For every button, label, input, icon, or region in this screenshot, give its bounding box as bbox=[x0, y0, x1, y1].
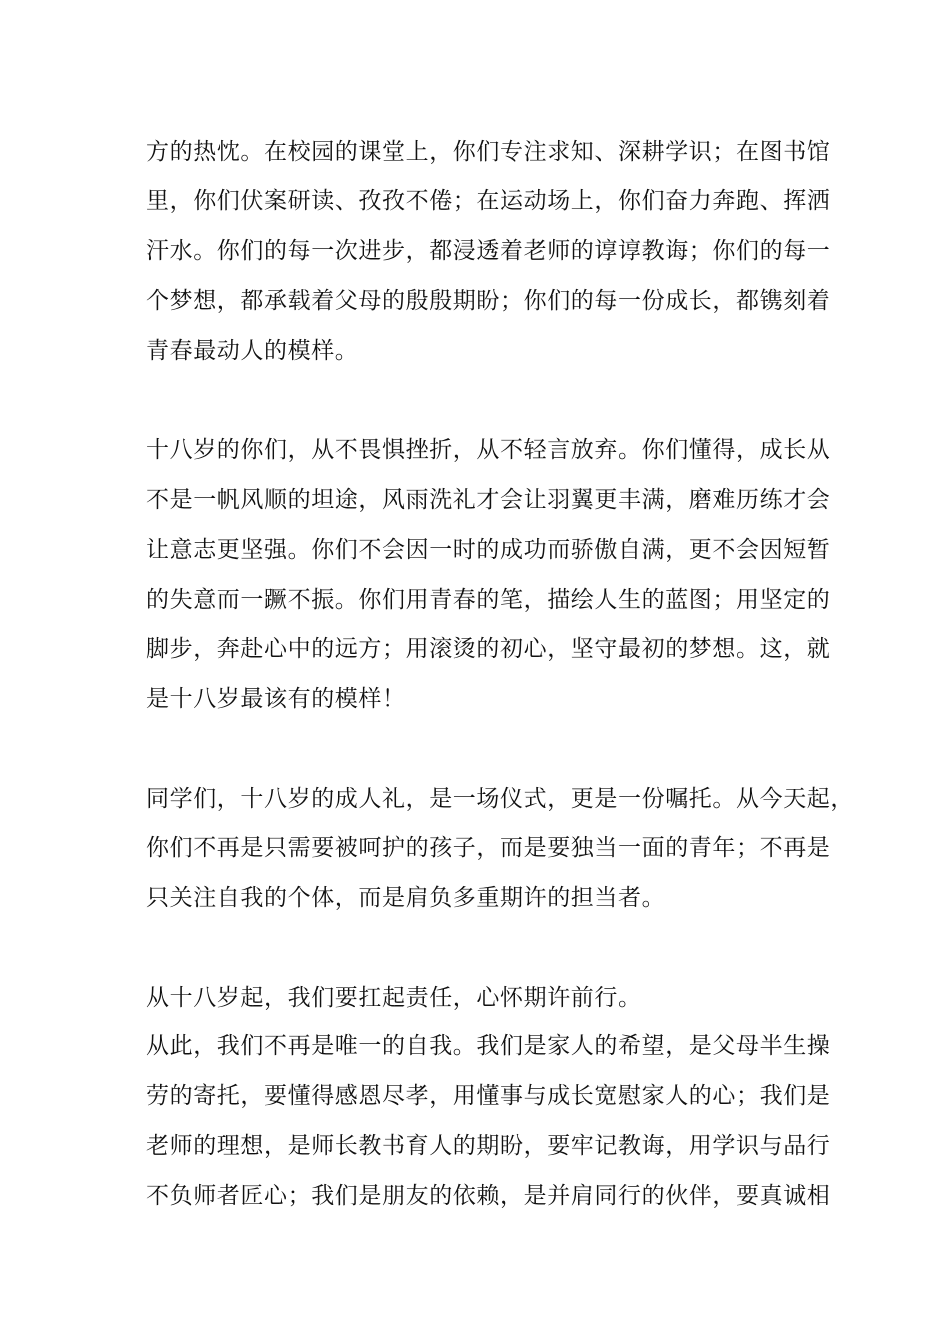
text-line: 青春最动人的模样。 bbox=[146, 338, 359, 364]
text-line: 同学们，十八岁的成人礼，是一场仪式，更是一份嘱托。从今天起， bbox=[146, 786, 854, 812]
text-line: 不负师者匠心；我们是朋友的依赖，是并肩同行的伙伴，要真诚相 bbox=[146, 1183, 831, 1209]
text-line: 从十八岁起，我们要扛起责任，心怀期许前行。 bbox=[146, 985, 642, 1011]
text-line: 汗水。你们的每一次进步，都浸透着老师的谆谆教诲；你们的每一 bbox=[146, 238, 831, 264]
text-line: 十八岁的你们，从不畏惧挫折，从不轻言放弃。你们懂得，成长从 bbox=[146, 437, 831, 463]
text-line: 方的热忱。在校园的课堂上，你们专注求知、深耕学识；在图书馆 bbox=[146, 139, 831, 165]
text-line: 从此，我们不再是唯一的自我。我们是家人的希望，是父母半生操 bbox=[146, 1033, 831, 1059]
text-line: 脚步，奔赴心中的远方；用滚烫的初心，坚守最初的梦想。这，就 bbox=[146, 636, 831, 662]
text-line: 让意志更坚强。你们不会因一时的成功而骄傲自满，更不会因短暂 bbox=[146, 537, 831, 563]
text-line: 老师的理想，是师长教书育人的期盼，要牢记教诲，用学识与品行 bbox=[146, 1133, 831, 1159]
text-line: 你们不再是只需要被呵护的孩子，而是要独当一面的青年；不再是 bbox=[146, 835, 831, 861]
text-line: 劳的寄托，要懂得感恩尽孝，用懂事与成长宽慰家人的心；我们是 bbox=[146, 1083, 831, 1109]
text-line: 不是一帆风顺的坦途，风雨洗礼才会让羽翼更丰满，磨难历练才会 bbox=[146, 487, 831, 513]
text-line: 是十八岁最该有的模样！ bbox=[146, 686, 406, 712]
text-line: 个梦想，都承载着父母的殷殷期盼；你们的每一份成长，都镌刻着 bbox=[146, 288, 831, 314]
text-line: 里，你们伏案研读、孜孜不倦；在运动场上，你们奋力奔跑、挥洒 bbox=[146, 188, 831, 214]
text-line: 只关注自我的个体，而是肩负多重期许的担当者。 bbox=[146, 885, 666, 911]
text-line: 的失意而一蹶不振。你们用青春的笔，描绘人生的蓝图；用坚定的 bbox=[146, 587, 831, 613]
